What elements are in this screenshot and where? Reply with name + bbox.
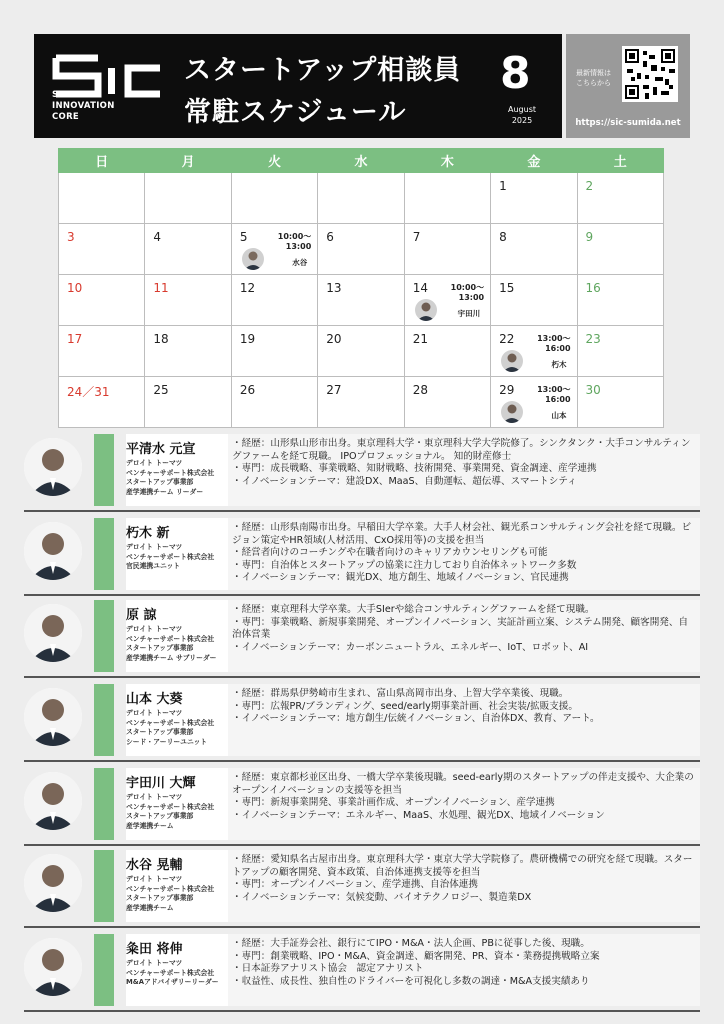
- consultant-org-line: 官民連携ユニット: [126, 562, 181, 570]
- consultant-photo: [24, 854, 82, 912]
- consultant-org-line: スタートアップ事業部: [126, 644, 194, 652]
- description-line: ・専門：オープンイノベーション、産学連携、自治体連携: [232, 879, 478, 890]
- day-cell: 20: [318, 326, 404, 377]
- day-cell-event[interactable]: 29 13:00〜 16:00 山本: [491, 377, 577, 428]
- description-line: ・専門：成長戦略、事業戦略、知財戦略、技術開発、事業開発、資金調達、産学連携: [232, 463, 597, 474]
- day-cell: 6: [318, 224, 404, 275]
- day-cell: [404, 173, 490, 224]
- consultant-description: [228, 768, 700, 840]
- consultant-profile: [24, 600, 700, 678]
- consultant-org-line: ベンチャーサポート株式会社: [126, 468, 215, 477]
- title-line2: 常駐スケジュール: [184, 97, 407, 128]
- day-cell-event[interactable]: 22 13:00〜 16:00 朽木: [491, 326, 577, 377]
- consultant-org-line: スタートアップ事業部: [126, 812, 194, 820]
- schedule-calendar: [58, 148, 664, 428]
- profile-divider: [24, 594, 700, 596]
- consultant-avatar: [501, 401, 523, 423]
- consultant-org-line: ベンチャーサポート株式会社: [126, 552, 215, 561]
- day-cell: 1: [491, 173, 577, 224]
- consultant-org-line: 産学連携チーム: [126, 821, 174, 830]
- description-line: ・経歴：東京都杉並区出身、一橋大学卒業後現職。seed-early期のスタートアップの伴走支援や、大企業のオープンイノベーションの支援等を担当: [232, 772, 694, 796]
- day-cell: 25: [145, 377, 231, 428]
- day-cell: 15: [491, 275, 577, 326]
- event-time: 10:00〜 13:00: [277, 232, 312, 251]
- consultant-org-line: ベンチャーサポート株式会社: [126, 634, 215, 643]
- consultant-description: [228, 684, 700, 756]
- description-line: ・イノベーションテーマ：観光DX、地方創生、地域イノベーション、官民連携: [232, 572, 569, 583]
- day-cell: 30: [577, 377, 663, 428]
- accent-bar: [94, 850, 114, 922]
- description-line: ・イノベーションテーマ：カーボンニュートラル、エネルギー、IoT、ロボット、AI: [232, 641, 589, 653]
- latest-info-label: 最新情報は こちらから: [576, 69, 611, 87]
- day-cell: 8: [491, 224, 577, 275]
- consultant-org-line: デロイト トーマツ: [126, 625, 183, 633]
- description-line: ・経歴：群馬県伊勢崎市生まれ、富山県高岡市出身、上智大学卒業後、現職。: [232, 688, 569, 699]
- day-cell: 7: [404, 224, 490, 275]
- description-line: ・イノベーションテーマ：気候変動、バイオテクノロジー、製造業DX: [232, 891, 532, 903]
- event-consultant: 朽木: [551, 360, 567, 369]
- consultant-org-line: 産学連携チーム サブリーダー: [126, 653, 217, 662]
- profile-divider: [24, 926, 700, 928]
- consultant-org-line: スタートアップ事業部: [126, 478, 194, 486]
- day-cell: 21: [404, 326, 490, 377]
- consultant-photo: [24, 522, 82, 580]
- day-cell: 23: [577, 326, 663, 377]
- consultant-photo: [24, 688, 82, 746]
- consultant-photo: [24, 938, 82, 996]
- consultant-profile: [24, 934, 700, 1012]
- event-time: 10:00〜 13:00: [450, 283, 485, 302]
- weekday-tue: 火: [231, 149, 317, 173]
- day-cell-event[interactable]: 5 10:00〜 13:00 水谷: [231, 224, 317, 275]
- consultant-avatar: [242, 248, 264, 270]
- consultant-profile: [24, 518, 700, 596]
- consultant-photo: [24, 604, 82, 662]
- description-line: ・収益性、成長性、独自性のドライバーを可視化し多数の調達・M&A支援実績あり: [232, 975, 590, 987]
- day-cell: 18: [145, 326, 231, 377]
- consultant-org-line: デロイト トーマツ: [126, 709, 183, 717]
- weekday-header: [59, 149, 664, 173]
- description-line: ・経営者向けのコーチングや在職者向けのキャリアカウンセリングも可能: [232, 547, 548, 558]
- day-cell: 4: [145, 224, 231, 275]
- weekday-mon: 月: [145, 149, 231, 173]
- consultant-org-line: 産学連携チーム リーダー: [126, 487, 204, 496]
- consultant-name: 粂田 将伸: [126, 942, 183, 957]
- week-row: [59, 275, 664, 326]
- consultant-photo: [24, 772, 82, 830]
- day-cell: 9: [577, 224, 663, 275]
- profile-divider: [24, 844, 700, 846]
- consultant-org-line: ベンチャーサポート株式会社: [126, 884, 215, 893]
- consultant-profile: [24, 850, 700, 928]
- profile-divider: [24, 760, 700, 762]
- week-row: [59, 326, 664, 377]
- accent-bar: [94, 434, 114, 506]
- description-line: ・日本証券アナリスト協会 認定アナリスト: [232, 963, 424, 974]
- consultant-org-line: シード・アーリーユニット: [126, 737, 208, 746]
- description-line: ・専門：創業戦略、IPO・M&A、資金調達、顧客開発、PR、資本・業務提携戦略立案: [232, 950, 600, 962]
- consultant-org-line: デロイト トーマツ: [126, 543, 183, 551]
- description-line: ・経歴：愛知県名古屋市出身。東京理科大学・東京大学大学院修了。農研機構での研究を経て現職。スタートアップの顧客開発、資本政策、自治体連携支援等を担当: [232, 854, 693, 878]
- description-line: ・イノベーションテーマ：エネルギー、MaaS、水処理、観光DX、地域イノベーション: [232, 809, 605, 821]
- month-number: 8: [500, 48, 531, 99]
- consultant-description: [228, 434, 700, 506]
- consultant-name: 水谷 晃輔: [126, 858, 183, 873]
- consultant-avatar: [501, 350, 523, 372]
- consultant-name: 朽木 新: [126, 526, 170, 541]
- description-line: ・経歴：大手証券会社、銀行にてIPO・M&A・法人企画、PBに従事した後、現職。: [232, 938, 590, 949]
- day-cell: [231, 173, 317, 224]
- day-cell: 27: [318, 377, 404, 428]
- consultant-description: [228, 600, 700, 672]
- consultant-profile: [24, 768, 700, 846]
- week-row: [59, 173, 664, 224]
- accent-bar: [94, 768, 114, 840]
- description-line: ・イノベーションテーマ：地方創生/伝統イノベーション、自治体DX、教育、アート。: [232, 713, 600, 724]
- consultant-name: 山本 大葵: [126, 692, 183, 707]
- description-line: ・イノベーションテーマ：建設DX、MaaS、自動運転、超伝導、スマートシティ: [232, 475, 577, 487]
- accent-bar: [94, 518, 114, 590]
- day-cell: 24／31: [59, 377, 145, 428]
- consultant-profile: [24, 434, 700, 512]
- week-row: [59, 377, 664, 428]
- description-line: ・経歴：山形県山形市出身。東京理科大学・東京理科大学大学院修了。シンクタンク・大手コンサルティングファームを経て現職。 IPOプロフェッショナル。 知的財産修士: [232, 438, 691, 462]
- weekday-sat: 土: [577, 149, 663, 173]
- day-cell: 2: [577, 173, 663, 224]
- day-cell: 26: [231, 377, 317, 428]
- consultant-name: 平清水 元宣: [126, 442, 196, 457]
- consultant-org-line: 産学連携チーム: [126, 903, 174, 912]
- consultant-description: [228, 934, 700, 1006]
- event-time: 13:00〜 16:00: [537, 385, 571, 404]
- day-cell: 16: [577, 275, 663, 326]
- consultant-org-line: ベンチャーサポート株式会社: [126, 968, 215, 977]
- consultant-org-line: M&Aアドバイザリーリーダー: [126, 978, 219, 986]
- week-row: [59, 224, 664, 275]
- consultant-org-line: スタートアップ事業部: [126, 728, 194, 736]
- consultant-org-line: デロイト トーマツ: [126, 793, 183, 801]
- consultant-org-line: デロイト トーマツ: [126, 875, 183, 883]
- day-cell-event[interactable]: 14 10:00〜 13:00 宇田川: [404, 275, 490, 326]
- qr-code-icon[interactable]: [622, 46, 678, 102]
- consultant-org-line: ベンチャーサポート株式会社: [126, 718, 215, 727]
- consultant-description: [228, 850, 700, 922]
- day-cell: 17: [59, 326, 145, 377]
- weekday-wed: 水: [318, 149, 404, 173]
- consultant-profile: [24, 684, 700, 762]
- month-label: August 2025: [508, 105, 536, 125]
- description-line: ・専門：事業戦略、新規事業開発、オープンイノベーション、実証計画立案、システム開発、顧客開発、自治体営業: [232, 616, 689, 640]
- day-cell: 13: [318, 275, 404, 326]
- consultant-org-line: ベンチャーサポート株式会社: [126, 802, 215, 811]
- day-cell: [318, 173, 404, 224]
- qr-panel: [566, 34, 690, 138]
- weekday-thu: 木: [404, 149, 490, 173]
- accent-bar: [94, 934, 114, 1006]
- header-banner: [34, 34, 562, 138]
- consultant-name: 原 諒: [126, 608, 157, 623]
- profile-divider: [24, 1010, 700, 1012]
- consultant-name: 宇田川 大輝: [126, 776, 196, 791]
- logo-text: SUMIDA INNOVATION CORE: [52, 90, 115, 122]
- consultant-org-line: デロイト トーマツ: [126, 459, 183, 467]
- day-cell: 12: [231, 275, 317, 326]
- consultant-org-line: デロイト トーマツ: [126, 959, 183, 967]
- day-cell: 19: [231, 326, 317, 377]
- day-cell: 10: [59, 275, 145, 326]
- consultant-avatar: [415, 299, 437, 321]
- event-time: 13:00〜 16:00: [537, 334, 571, 353]
- description-line: ・専門：広報PR/ブランディング、seed/early期事業計画、社会実装/拡販支援。: [232, 700, 578, 712]
- day-cell: [145, 173, 231, 224]
- description-line: ・経歴：東京理科大学卒業。大手SIerや総合コンサルティングファームを経て現職。: [232, 604, 595, 615]
- consultant-description: [228, 518, 700, 590]
- description-line: ・経歴：山形県南陽市出身。早稲田大学卒業。大手人材会社、観光系コンサルティング会社を経て現職。ビジョン策定やHR領域(人材活用、CxO採用等)の支援を担当: [232, 522, 692, 546]
- consultant-photo: [24, 438, 82, 496]
- description-line: ・専門：新規事業開発、事業計画作成、オープンイノベーション、産学連携: [232, 797, 555, 808]
- site-url-link[interactable]: https://sic-sumida.net: [575, 118, 681, 128]
- day-cell: 11: [145, 275, 231, 326]
- day-cell: [59, 173, 145, 224]
- accent-bar: [94, 684, 114, 756]
- profile-divider: [24, 676, 700, 678]
- consultant-org-line: スタートアップ事業部: [126, 894, 194, 902]
- description-line: ・専門：自治体とスタートアップの協業に注力しており自治体ネットワーク多数: [232, 559, 577, 571]
- day-cell: 28: [404, 377, 490, 428]
- event-consultant: 宇田川: [457, 309, 481, 318]
- profile-divider: [24, 510, 700, 512]
- event-consultant: 水谷: [292, 258, 308, 267]
- day-cell: 3: [59, 224, 145, 275]
- title-line1: スタートアップ相談員: [184, 55, 462, 86]
- event-consultant: 山本: [551, 411, 567, 420]
- weekday-fri: 金: [491, 149, 577, 173]
- weekday-sun: 日: [59, 149, 145, 173]
- accent-bar: [94, 600, 114, 672]
